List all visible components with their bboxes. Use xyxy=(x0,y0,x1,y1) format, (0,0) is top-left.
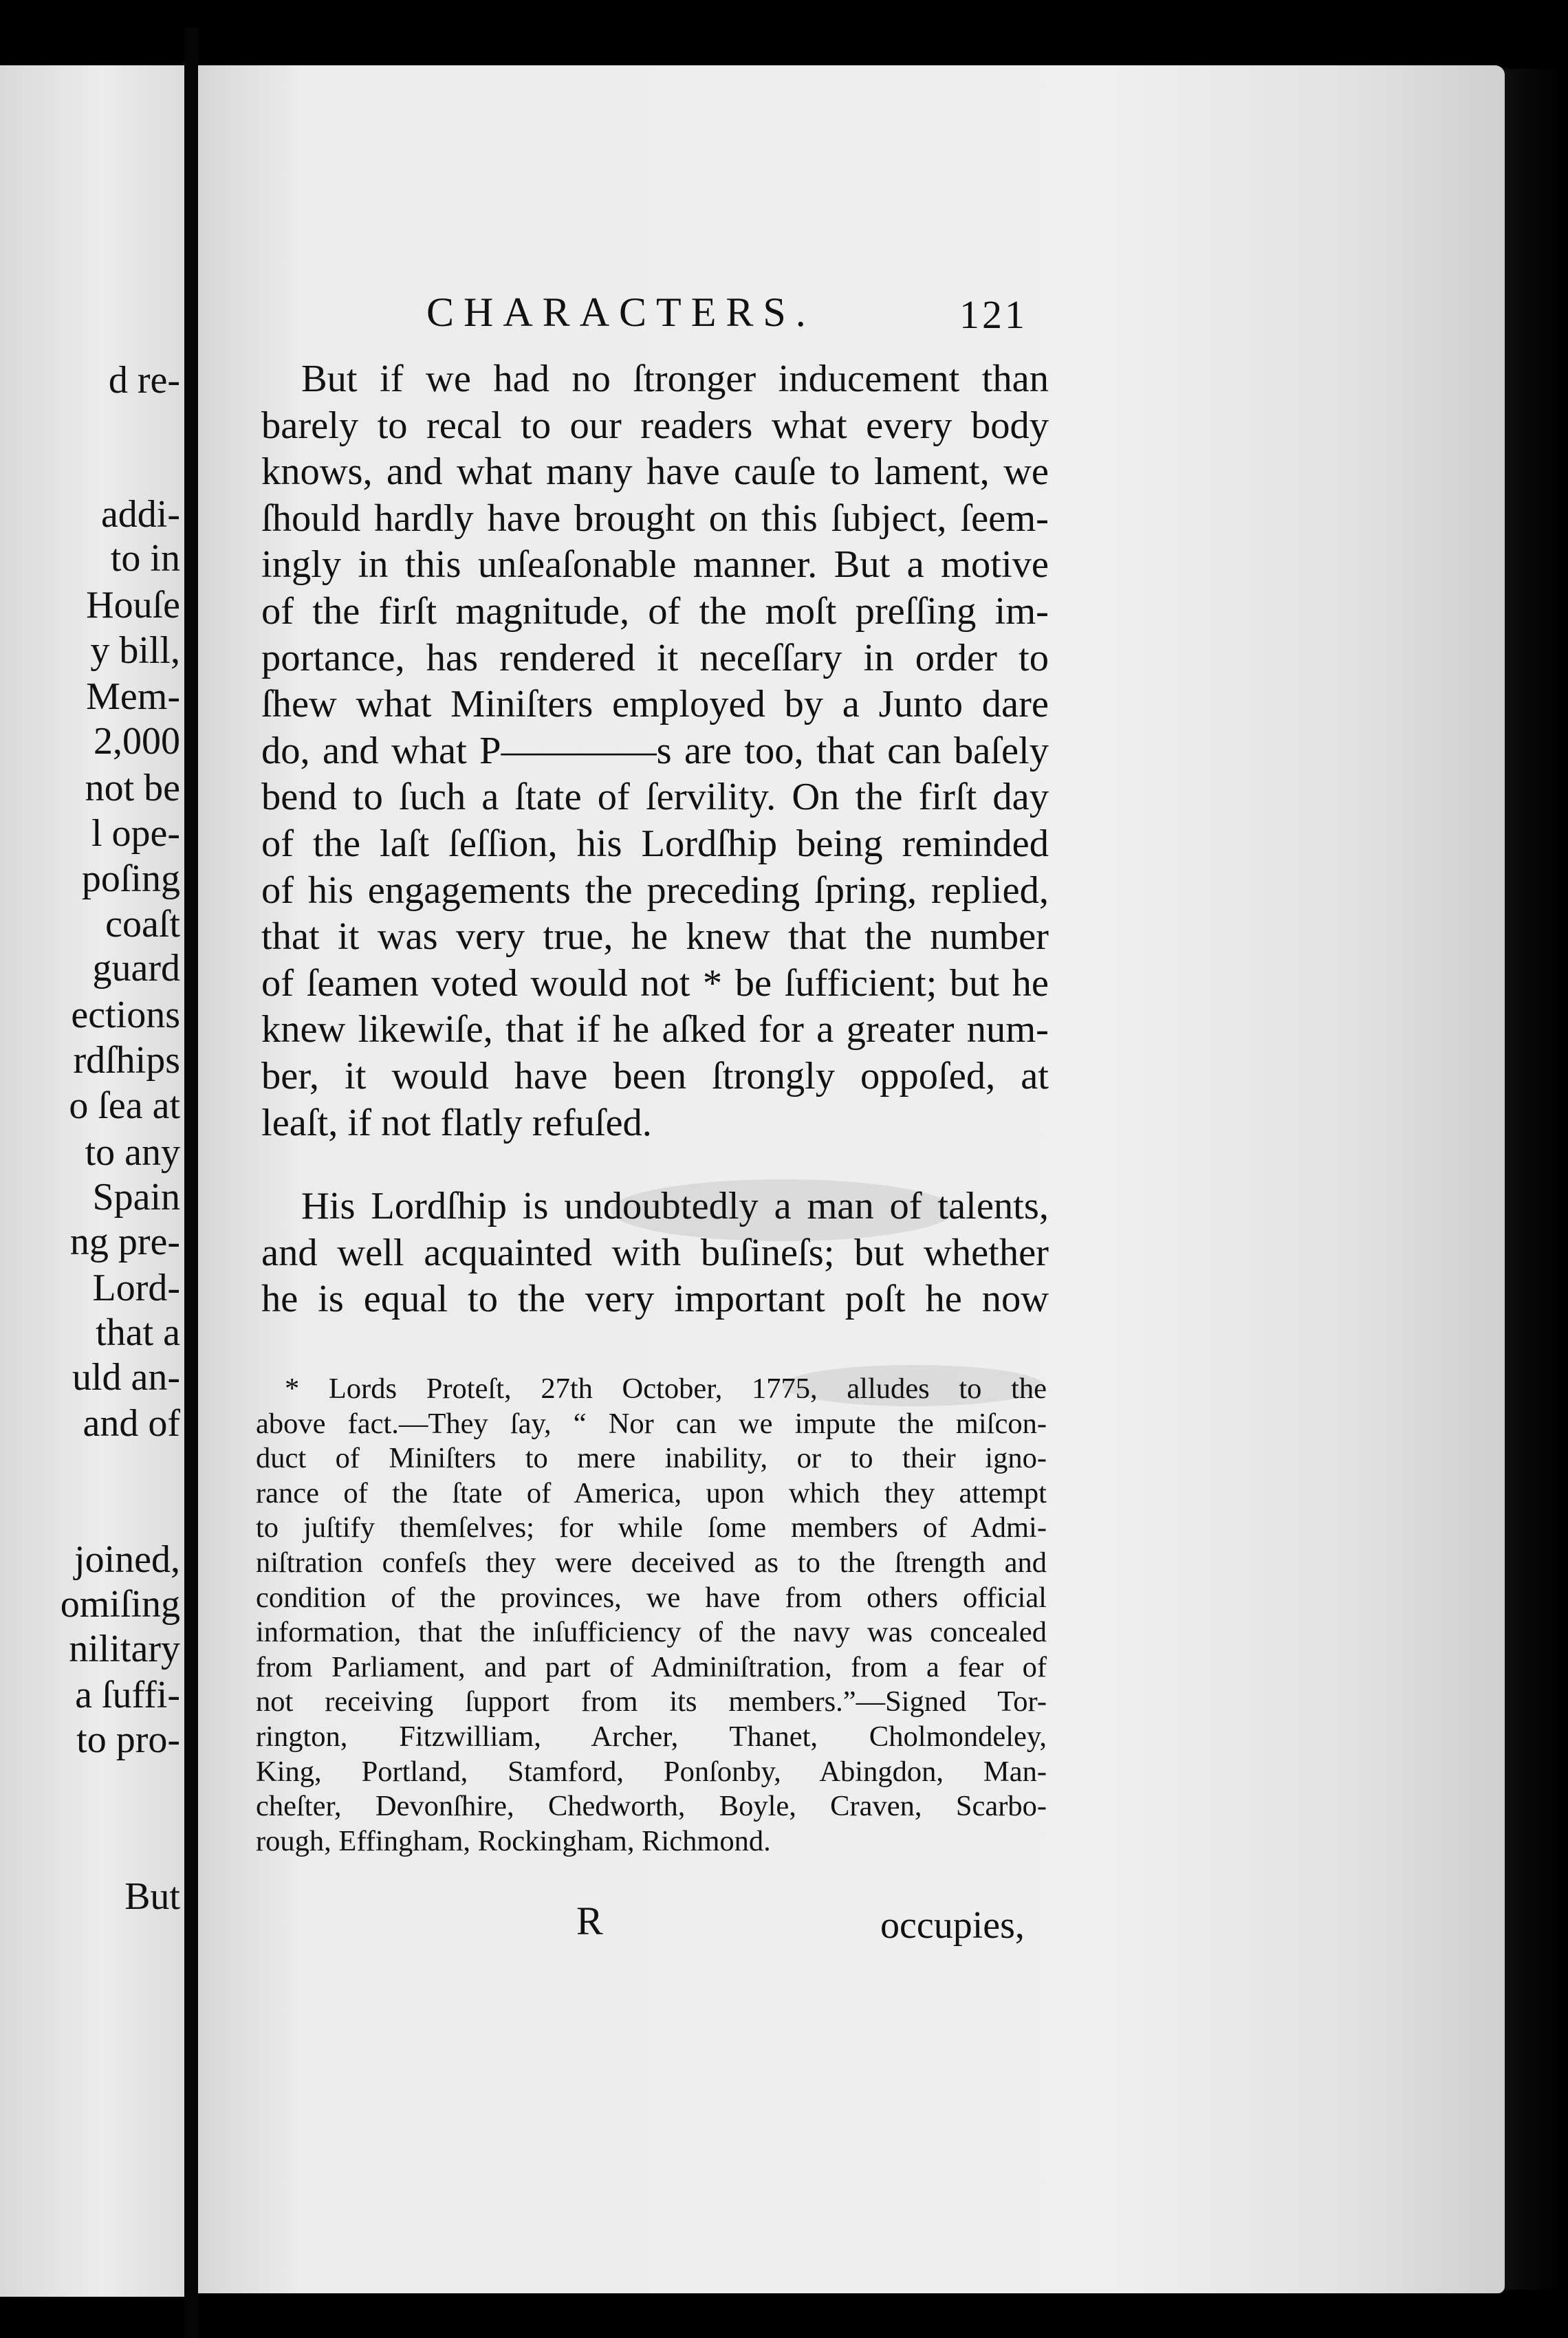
body-line: knows, and what many have cauſe to lament, we xyxy=(261,450,1049,494)
footnote-line: rough, Effingham, Rockingham, Richmond. xyxy=(256,1824,771,1857)
footnote-line: King, Portland, Stamford, Ponſonby, Abingdon, Man- xyxy=(256,1755,1047,1788)
body-line: ber, it would have been ſtrongly oppoſed, at xyxy=(261,1054,1049,1097)
footnote-line: duct of Miniſters to mere inability, or to their igno- xyxy=(256,1442,1047,1475)
left-page-line-fragment: Spain xyxy=(92,1176,180,1219)
body-line: and well acquainted with buſineſs; but whether xyxy=(261,1231,1049,1274)
footnote-line: * Lords Proteſt, 27th October, 1775, alludes to the xyxy=(285,1373,1047,1405)
footnote-line: niſtration confeſs they were deceived as to the ſtrength and xyxy=(256,1546,1047,1579)
left-page-line-fragment: d re- xyxy=(108,359,180,402)
left-page-line-fragment: to in xyxy=(110,537,180,580)
left-page-line-fragment: rdſhips xyxy=(73,1039,180,1082)
footnote-line: above fact.—They ſay, “ Nor can we impute the miſcon- xyxy=(256,1407,1047,1440)
book-gutter xyxy=(184,28,199,2338)
footnote-line: cheſter, Devonſhire, Chedworth, Boyle, Craven, Scarbo- xyxy=(256,1790,1047,1823)
left-page-line-fragment: ections xyxy=(71,994,180,1036)
body-line: of the firſt magnitude, of the moſt preſſing im- xyxy=(261,589,1049,633)
left-page-line-fragment: But xyxy=(124,1875,180,1918)
left-page-line-fragment: y bill, xyxy=(90,629,180,672)
left-page-line-fragment: coaſt xyxy=(105,903,180,946)
left-page-line-fragment: to pro- xyxy=(76,1718,180,1761)
body-text xyxy=(261,356,1049,1323)
left-page-line-fragment: ng pre- xyxy=(69,1221,180,1263)
left-page-line-fragment: omiſing xyxy=(60,1583,180,1626)
footnote-line: information, that the inſufficiency of the navy was concealed xyxy=(256,1616,1047,1649)
body-line: ſhew what Miniſters employed by a Junto dare xyxy=(261,683,1049,726)
footnote xyxy=(256,1372,1047,1859)
body-line: bend to ſuch a ſtate of ſervility. On the firſt day xyxy=(261,776,1049,819)
body-line: portance, has rendered it neceſſary in order to xyxy=(261,636,1049,679)
body-line: knew likewiſe, that if he aſked for a greater num- xyxy=(261,1008,1049,1051)
signature-mark: R xyxy=(576,1899,603,1943)
catchword: occupies, xyxy=(880,1904,1025,1947)
running-head: CHARACTERS. xyxy=(426,289,816,335)
footnote-line: condition of the provinces, we have from others official xyxy=(256,1581,1047,1614)
left-page-line-fragment: a ſuffi- xyxy=(75,1674,180,1716)
body-line: barely to recal to our readers what every body xyxy=(261,404,1049,447)
left-page-line-fragment: joined, xyxy=(74,1538,180,1581)
body-line: he is equal to the very important poſt he now xyxy=(261,1278,1049,1321)
body-line: of the laſt ſeſſion, his Lordſhip being reminded xyxy=(261,822,1049,865)
body-line: of his engagements the preceding ſpring, replied, xyxy=(261,868,1049,912)
left-page-line-fragment: Lord- xyxy=(92,1267,180,1309)
left-page-line-fragment: 2,000 xyxy=(94,720,180,763)
body-line: His Lordſhip is undoubtedly a man of talents, xyxy=(301,1185,1049,1228)
footnote-line: to juſtify themſelves; for while ſome members of Admi- xyxy=(256,1511,1047,1544)
footnote-line: rington, Fitzwilliam, Archer, Thanet, Cholmondeley, xyxy=(256,1720,1047,1753)
footnote-line: not receiving ſupport from its members.”—Signed Tor- xyxy=(256,1685,1047,1718)
left-page-line-fragment: addi- xyxy=(100,493,180,536)
left-page-line-fragment: Houſe xyxy=(86,584,180,626)
body-line: that it was very true, he knew that the number xyxy=(261,915,1049,959)
left-page-line-fragment: nilitary xyxy=(69,1628,180,1670)
left-page-line-fragment: guard xyxy=(92,947,180,990)
body-line: ſhould hardly have brought on this ſubject, ſeem- xyxy=(261,496,1049,540)
body-line: do, and what P————s are too, that can baſely xyxy=(261,729,1049,772)
footnote-line: rance of the ſtate of America, upon which they attempt xyxy=(256,1476,1047,1509)
left-page-line-fragment: and of xyxy=(83,1402,180,1445)
left-page-line-fragment: o ſea at xyxy=(69,1084,180,1127)
left-page-line-fragment: that a xyxy=(96,1311,180,1354)
page-number: 121 xyxy=(959,292,1027,337)
left-page-line-fragment: Mem- xyxy=(86,675,180,718)
body-line: ingly in this unſeaſonable manner. But a motive xyxy=(261,543,1049,587)
body-line: But if we had no ſtronger inducement than xyxy=(301,358,1049,400)
body-line: leaſt, if not flatly refuſed. xyxy=(261,1101,652,1144)
left-page-line-fragment: poſing xyxy=(81,857,180,900)
left-page-line-fragment: to any xyxy=(85,1131,180,1174)
left-page-line-fragment: l ope- xyxy=(91,812,180,855)
body-line: of ſeamen voted would not * be ſufficient; but he xyxy=(261,961,1049,1005)
left-page-line-fragment: uld an- xyxy=(72,1356,180,1399)
left-page-line-fragment: not be xyxy=(85,767,180,809)
footnote-line: from Parliament, and part of Adminiſtration, from a fear of xyxy=(256,1650,1047,1683)
left-page-fragment xyxy=(0,65,184,2297)
